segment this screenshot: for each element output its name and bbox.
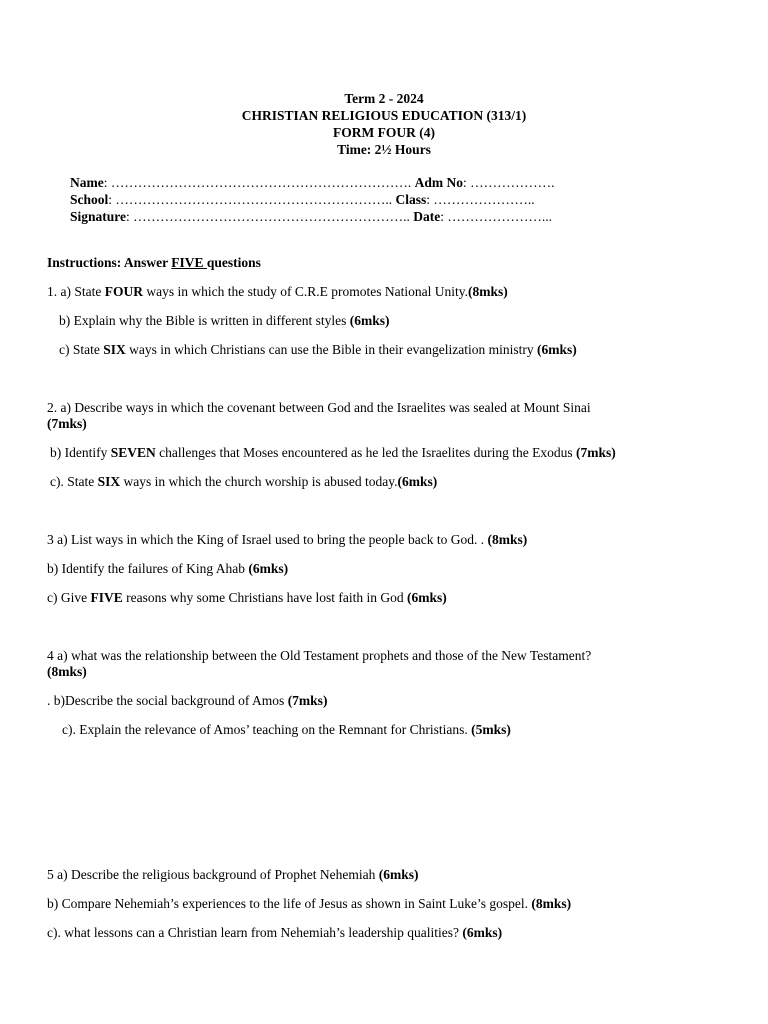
q5-part-a: 5 a) Describe the religious background of Prophet Nehemiah (6mks) [47,867,419,882]
signature-field: : …………………………………………………….. [126,209,410,224]
name-label: Name [70,175,104,190]
q2-part-b: b) Identify SEVEN challenges that Moses encountered as he led the Israelites during the Exodus (7mks) [50,445,616,460]
q2-part-a-marks [47,415,87,432]
subject-line: CHRISTIAN RELIGIOUS EDUCATION (313/1) [241,108,527,123]
name-field: : …………………………………………………………. [103,175,412,190]
q3-part-b: b) Identify the failures of King Ahab (6mks) [47,561,289,576]
date-label: Date [413,209,441,224]
name-adm-row [70,174,710,191]
instructions-emphasis: FIVE [171,255,207,270]
class-field: : ………………….. [426,192,535,207]
adm-field: : ………………. [463,175,555,190]
marks-label: (5mks) [471,722,511,737]
marks-label: (6mks) [537,342,577,357]
marks-label: (8mks) [467,284,508,299]
date-field: : …………………... [440,209,553,224]
instructions: Instructions: Answer FIVE questions [47,255,261,270]
q4-part-c: c). Explain the relevance of Amos’ teaching on the Remnant for Christians. (5mks) [62,722,511,737]
q3-part-c: c) Give FIVE reasons why some Christians have lost faith in God (6mks) [47,590,447,605]
marks-label: (7mks) [47,416,87,431]
marks-label: (7mks) [287,693,328,708]
time-line: Time: 2½ Hours [337,142,431,157]
q1-part-a: 1. a) State FOUR ways in which the study of C.R.E promotes National Unity.(8mks) [47,284,508,299]
marks-label: (6mks) [406,590,447,605]
marks-label: (6mks) [248,561,289,576]
marks-label: (6mks) [397,474,438,489]
q2-part-a: 2. a) Describe ways in which the covenant between God and the Israelites was sealed at Mount Sinai [47,400,591,415]
q4-part-a: 4 a) what was the relationship between the Old Testament prophets and those of the New Testament? [47,648,592,663]
q3-part-a: 3 a) List ways in which the King of Israel used to bring the people back to God. . (8mks) [47,532,528,547]
marks-label: (6mks) [462,925,503,940]
marks-label: (8mks) [531,896,572,911]
q5-part-c: c). what lessons can a Christian learn from Nehemiah’s leadership qualities? (6mks) [47,925,503,940]
adm-label: Adm No [414,175,464,190]
marks-label: (8mks) [487,532,528,547]
marks-label: (8mks) [47,664,87,679]
signature-date-row [70,208,710,225]
form-line: FORM FOUR (4) [333,125,435,140]
school-class-row [70,191,710,208]
q4-part-b: . b)Describe the social background of Amos (7mks) [47,693,328,708]
term-line: Term 2 - 2024 [344,91,424,106]
q1-part-c: c) State SIX ways in which Christians can use the Bible in their evangelization ministry (6mks) [59,342,577,357]
marks-label: (7mks) [576,445,616,460]
school-label: School [70,192,109,207]
q5-part-b: b) Compare Nehemiah’s experiences to the life of Jesus as shown in Saint Luke’s gospel. (8mks) [47,896,572,911]
signature-label: Signature [70,209,127,224]
marks-label: (6mks) [378,867,419,882]
marks-label: (6mks) [349,313,390,328]
candidate-fields [70,174,710,225]
school-field: : …………………………………………………….. [108,192,393,207]
exam-header [0,90,768,158]
q1-part-b: b) Explain why the Bible is written in different styles (6mks) [59,313,390,328]
q4-part-a-marks [47,663,87,680]
class-label: Class [395,192,427,207]
q2-part-c: c). State SIX ways in which the church worship is abused today.(6mks) [50,474,438,489]
